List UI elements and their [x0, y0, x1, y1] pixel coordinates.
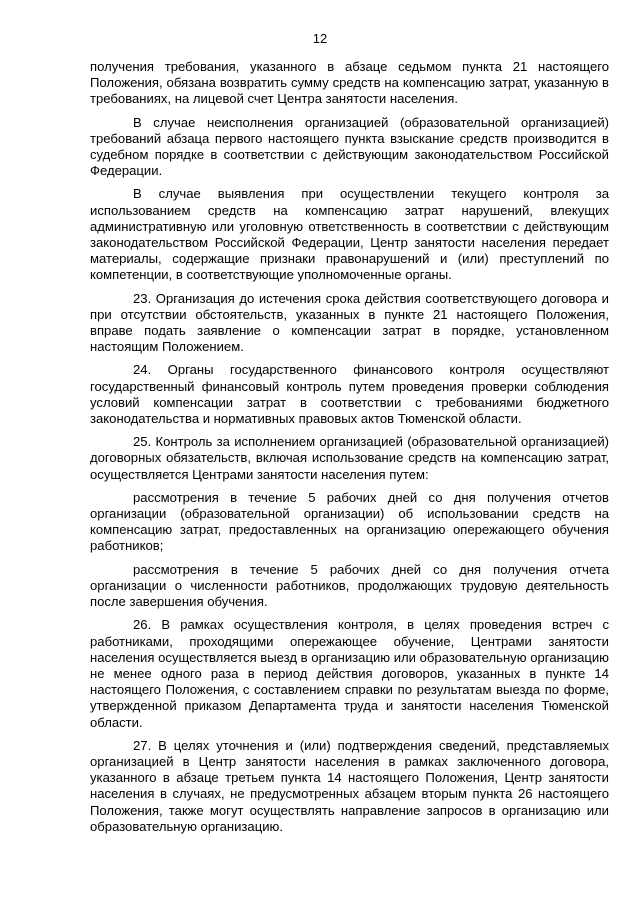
- paragraph-employees-report-review: рассмотрения в течение 5 рабочих дней со дня получения отчета организации о численности работников, продолжающих трудовую деятельность после завершения обучения.: [90, 561, 609, 610]
- paragraph-reports-review: рассмотрения в течение 5 рабочих дней со дня получения отчетов организации (образовательной организации) об использовании средств на компенсацию затрат, предоставленных на организацию опережающего обучения работников;: [90, 489, 609, 554]
- paragraph-item-26: 26. В рамках осуществления контроля, в целях проведения встреч с работниками, проходящими опережающее обучение, Центрами занятости населения осуществляется выезд в организацию или образовательную организацию не менее одного раза в период действия договоров, указанных в пункте 14 настоящего Положения, с составлением справки по результатам выезда по форме, утвержденной приказом Департамента труда и занятости населения Тюменской области.: [90, 617, 609, 730]
- paragraph-item-25: 25. Контроль за исполнением организацией (образовательной организацией) договорных обязательств, включая использование средств на компенсацию затрат, осуществляется Центрами занятости населения путем:: [90, 434, 609, 482]
- paragraph-continuation: получения требования, указанного в абзаце седьмом пункта 21 настоящего Положения, обязана возвратить сумму средств на компенсацию затрат, указанную в требованиях, на лицевой счет Центра занятости населения.: [90, 59, 609, 107]
- paragraph-item-27: 27. В целях уточнения и (или) подтверждения сведений, представляемых организацией в Центр занятости населения в рамках заключенного договора, указанного в абзаце третьем пункта 14 настоящего Положения, Центр занятости населения в случаях, не предусмотренных абзацем вторым пункта 26 настоящего Положения, также могут осуществлять направление запросов в организацию или образовательную организацию.: [90, 737, 609, 834]
- document-body: [90, 59, 609, 842]
- paragraph-item-23: 23. Организация до истечения срока действия соответствующего договора и при отсутствии обстоятельств, указанных в пункте 21 настоящего Положения, вправе подать заявление о компенсации затрат в порядке, установленном настоящим Положением.: [90, 290, 609, 355]
- paragraph-non-fulfillment: В случае неисполнения организацией (образовательной организацией) требований абзаца первого настоящего пункта взыскание средств производится в судебном порядке в соответствии с действующим законодательством Российской Федерации.: [90, 114, 609, 179]
- page-number: 12: [312, 31, 328, 46]
- paragraph-item-24: 24. Органы государственного финансового контроля осуществляют государственный финансовый контроль путем проведения проверки соблюдения условий компенсации затрат в соответствии с требованиями бюджетного законодательства и нормативных правовых актов Тюменской области.: [90, 362, 609, 427]
- paragraph-violations: В случае выявления при осуществлении текущего контроля за использованием средств на компенсацию затрат нарушений, влекущих административную или уголовную ответственность в соответствии с действующим законодательством Российской Федерации, Центр занятости населения передает материалы, содержащие признаки правонарушений и (или) преступлений по компетенции, в соответствующие уполномоченные органы.: [90, 186, 609, 283]
